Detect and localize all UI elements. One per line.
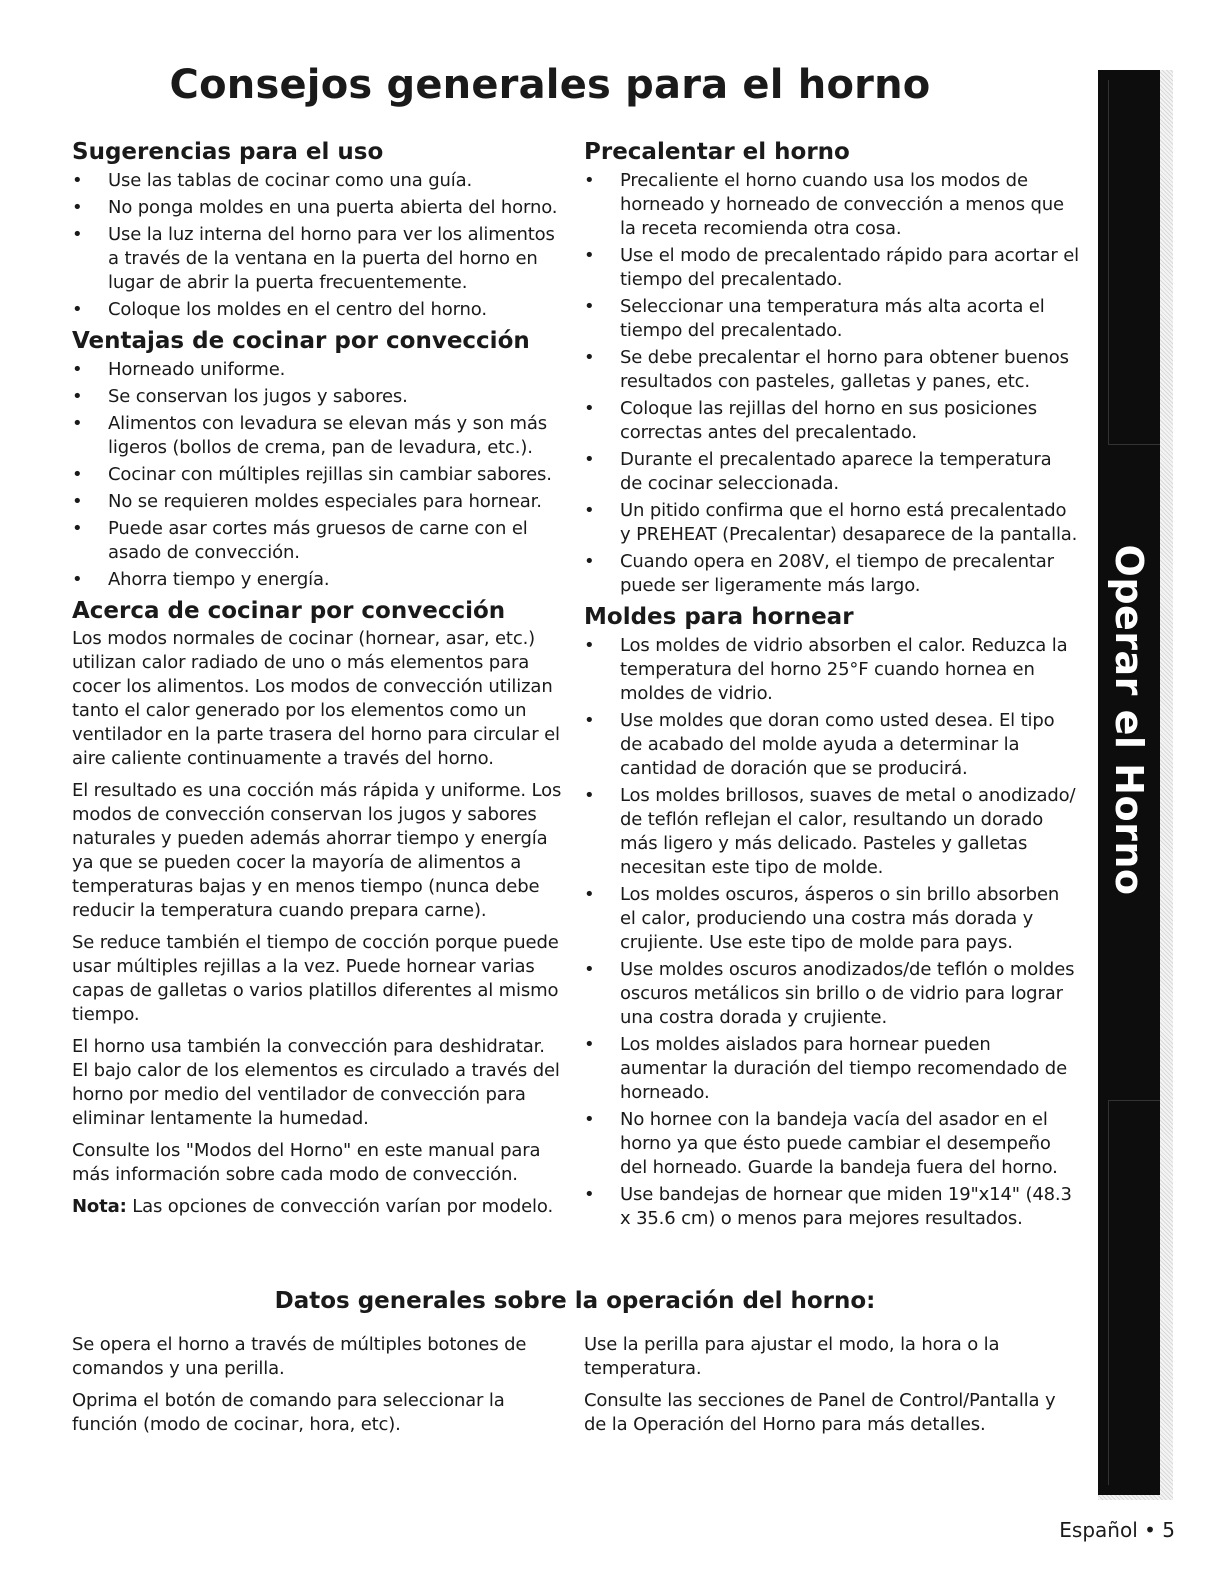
- paragraph: Use la perilla para ajustar el modo, la hora o la temperatura.: [584, 1334, 1000, 1379]
- list-item: • Cuando opera en 208V, el tiempo de precalentar puede ser ligeramente más largo.: [584, 550, 1079, 598]
- list-item: • Los moldes brillosos, suaves de metal o anodizado/ de teflón reflejan el calor, resultando un dorado más ligero y más delicado. Pasteles y galletas necesitan este tipo de molde.: [584, 784, 1079, 880]
- heading-datos: Datos generales sobre la operación del horno:: [274, 1288, 876, 1314]
- list-item: • Use moldes oscuros anodizados/de teflón o moldes oscuros metálicos sin brillo o de vidrio para lograr una costra dorada y crujiente.: [584, 958, 1079, 1030]
- side-tab-bar: [1098, 70, 1160, 1495]
- list-item: • Durante el precalentado aparece la temperatura de cocinar seleccionada.: [584, 448, 1079, 496]
- list-item: • Precaliente el horno cuando usa los modos de horneado y horneado de convección a menos que la receta recomienda otra cosa.: [584, 169, 1079, 241]
- paragraph: Oprima el botón de comando para seleccionar la función (modo de cocinar, hora, etc).: [72, 1390, 505, 1435]
- datos-left: [72, 1333, 564, 1445]
- list-item: • Use bandejas de hornear que miden 19"x14" (48.3 x 35.6 cm) o menos para mejores resultados.: [584, 1183, 1079, 1231]
- side-tab-rule: [1108, 80, 1160, 445]
- list-item: • No se requieren moldes especiales para hornear.: [72, 490, 564, 514]
- list-item: • Los moldes aislados para hornear pueden aumentar la duración del tiempo recomendado de horneado.: [584, 1033, 1079, 1105]
- section-moldes: [584, 601, 1079, 1231]
- list-item: • Coloque los moldes en el centro del horno.: [72, 298, 564, 322]
- heading-precalentar: Precalentar el horno: [584, 139, 850, 165]
- list-item: • Coloque las rejillas del horno en sus posiciones correctas antes del precalentado.: [584, 397, 1079, 445]
- paragraph: Los modos normales de cocinar (hornear, asar, etc.) utilizan calor radiado de uno o más elementos para cocer los alimentos. Los modos de convección utilizan tanto el calor generado por los elementos como un ventilador en la parte trasera del horno para circular el aire caliente continuamente a través del horno.: [72, 628, 560, 769]
- list-item: • Seleccionar una temperatura más alta acorta el tiempo del precalentado.: [584, 295, 1079, 343]
- list-item: • Alimentos con levadura se elevan más y son más ligeros (bollos de crema, pan de levadura, etc.).: [72, 412, 564, 460]
- side-tab-rule: [1108, 1100, 1160, 1485]
- paragraph: El horno usa también la convección para deshidratar. El bajo calor de los elementos es circulado a través del horno por medio del ventilador de convección para eliminar lentamente la humedad.: [72, 1036, 560, 1129]
- list-item: • Cocinar con múltiples rejillas sin cambiar sabores.: [72, 463, 564, 487]
- paragraph: Se opera el horno a través de múltiples botones de comandos y una perilla.: [72, 1334, 527, 1379]
- section-acerca: [72, 595, 564, 1219]
- list-item: • Un pitido confirma que el horno está precalentado y PREHEAT (Precalentar) desaparece de la pantalla.: [584, 499, 1079, 547]
- section-ventajas: [72, 325, 564, 592]
- list-item: • Use la luz interna del horno para ver los alimentos a través de la ventana en la puerta del horno en lugar de abrir la puerta frecuentemente.: [72, 223, 564, 295]
- left-column: [72, 136, 564, 1227]
- datos-right: [584, 1333, 1079, 1445]
- paragraph: Consulte los "Modos del Horno" en este manual para más información sobre cada modo de convección.: [72, 1140, 541, 1185]
- list-item: • No ponga moldes en una puerta abierta del horno.: [72, 196, 564, 220]
- list-item: • Los moldes de vidrio absorben el calor. Reduzca la temperatura del horno 25°F cuando hornea en moldes de vidrio.: [584, 634, 1079, 706]
- page-footer: Español • 5: [1059, 1518, 1175, 1542]
- section-precalentar: [584, 136, 1079, 598]
- list-item: • Use el modo de precalentado rápido para acortar el tiempo del precalentado.: [584, 244, 1079, 292]
- right-column: [584, 136, 1079, 1234]
- heading-ventajas: Ventajas de cocinar por convección: [72, 328, 530, 354]
- list-item: • Ahorra tiempo y energía.: [72, 568, 564, 592]
- list-item: • Se conservan los jugos y sabores.: [72, 385, 564, 409]
- paragraph: Consulte las secciones de Panel de Control/Pantalla y de la Operación del Horno para más detalles.: [584, 1390, 1056, 1435]
- list-item: • No hornee con la bandeja vacía del asador en el horno ya que ésto puede cambiar el desempeño del horneado. Guarde la bandeja fuera del horno.: [584, 1108, 1079, 1180]
- list-item: • Horneado uniforme.: [72, 358, 564, 382]
- side-tab-label: Operar el Horno: [1107, 544, 1151, 896]
- note-text: Las opciones de convección varían por modelo.: [126, 1196, 554, 1217]
- heading-moldes: Moldes para hornear: [584, 604, 854, 630]
- note: [72, 1195, 564, 1219]
- page-title: Consejos generales para el horno: [169, 62, 931, 108]
- list-item: • Los moldes oscuros, ásperos o sin brillo absorben el calor, produciendo una costra más dorada y crujiente. Use este tipo de molde para pays.: [584, 883, 1079, 955]
- list-precalentar: [584, 169, 1079, 598]
- list-item: • Use moldes que doran como usted desea. El tipo de acabado del molde ayuda a determinar la cantidad de doración que se producirá.: [584, 709, 1079, 781]
- list-ventajas: [72, 358, 564, 592]
- list-moldes: [584, 634, 1079, 1231]
- side-tab: [1098, 70, 1173, 1500]
- list-item: • Se debe precalentar el horno para obtener buenos resultados con pasteles, galletas y panes, etc.: [584, 346, 1079, 394]
- heading-sugerencias: Sugerencias para el uso: [72, 139, 384, 165]
- list-sugerencias: [72, 169, 564, 322]
- paragraph: El resultado es una cocción más rápida y uniforme. Los modos de convección conservan los jugos y sabores naturales y pueden además ahorrar tiempo y energía ya que se pueden cocer la mayoría de alimentos a temperaturas bajas y en menos tiempo (nunca debe reducir la temperatura cuando prepara carne).: [72, 780, 562, 921]
- heading-acerca: Acerca de cocinar por convección: [72, 598, 506, 624]
- section-sugerencias: [72, 136, 564, 322]
- list-item: • Use las tablas de cocinar como una guía.: [72, 169, 564, 193]
- paragraph: Se reduce también el tiempo de cocción porque puede usar múltiples rejillas a la vez. Puede hornear varias capas de galletas o varios platillos diferentes al mismo tiempo.: [72, 932, 559, 1025]
- note-label: Nota:: [72, 1196, 127, 1217]
- list-item: • Puede asar cortes más gruesos de carne con el asado de convección.: [72, 517, 564, 565]
